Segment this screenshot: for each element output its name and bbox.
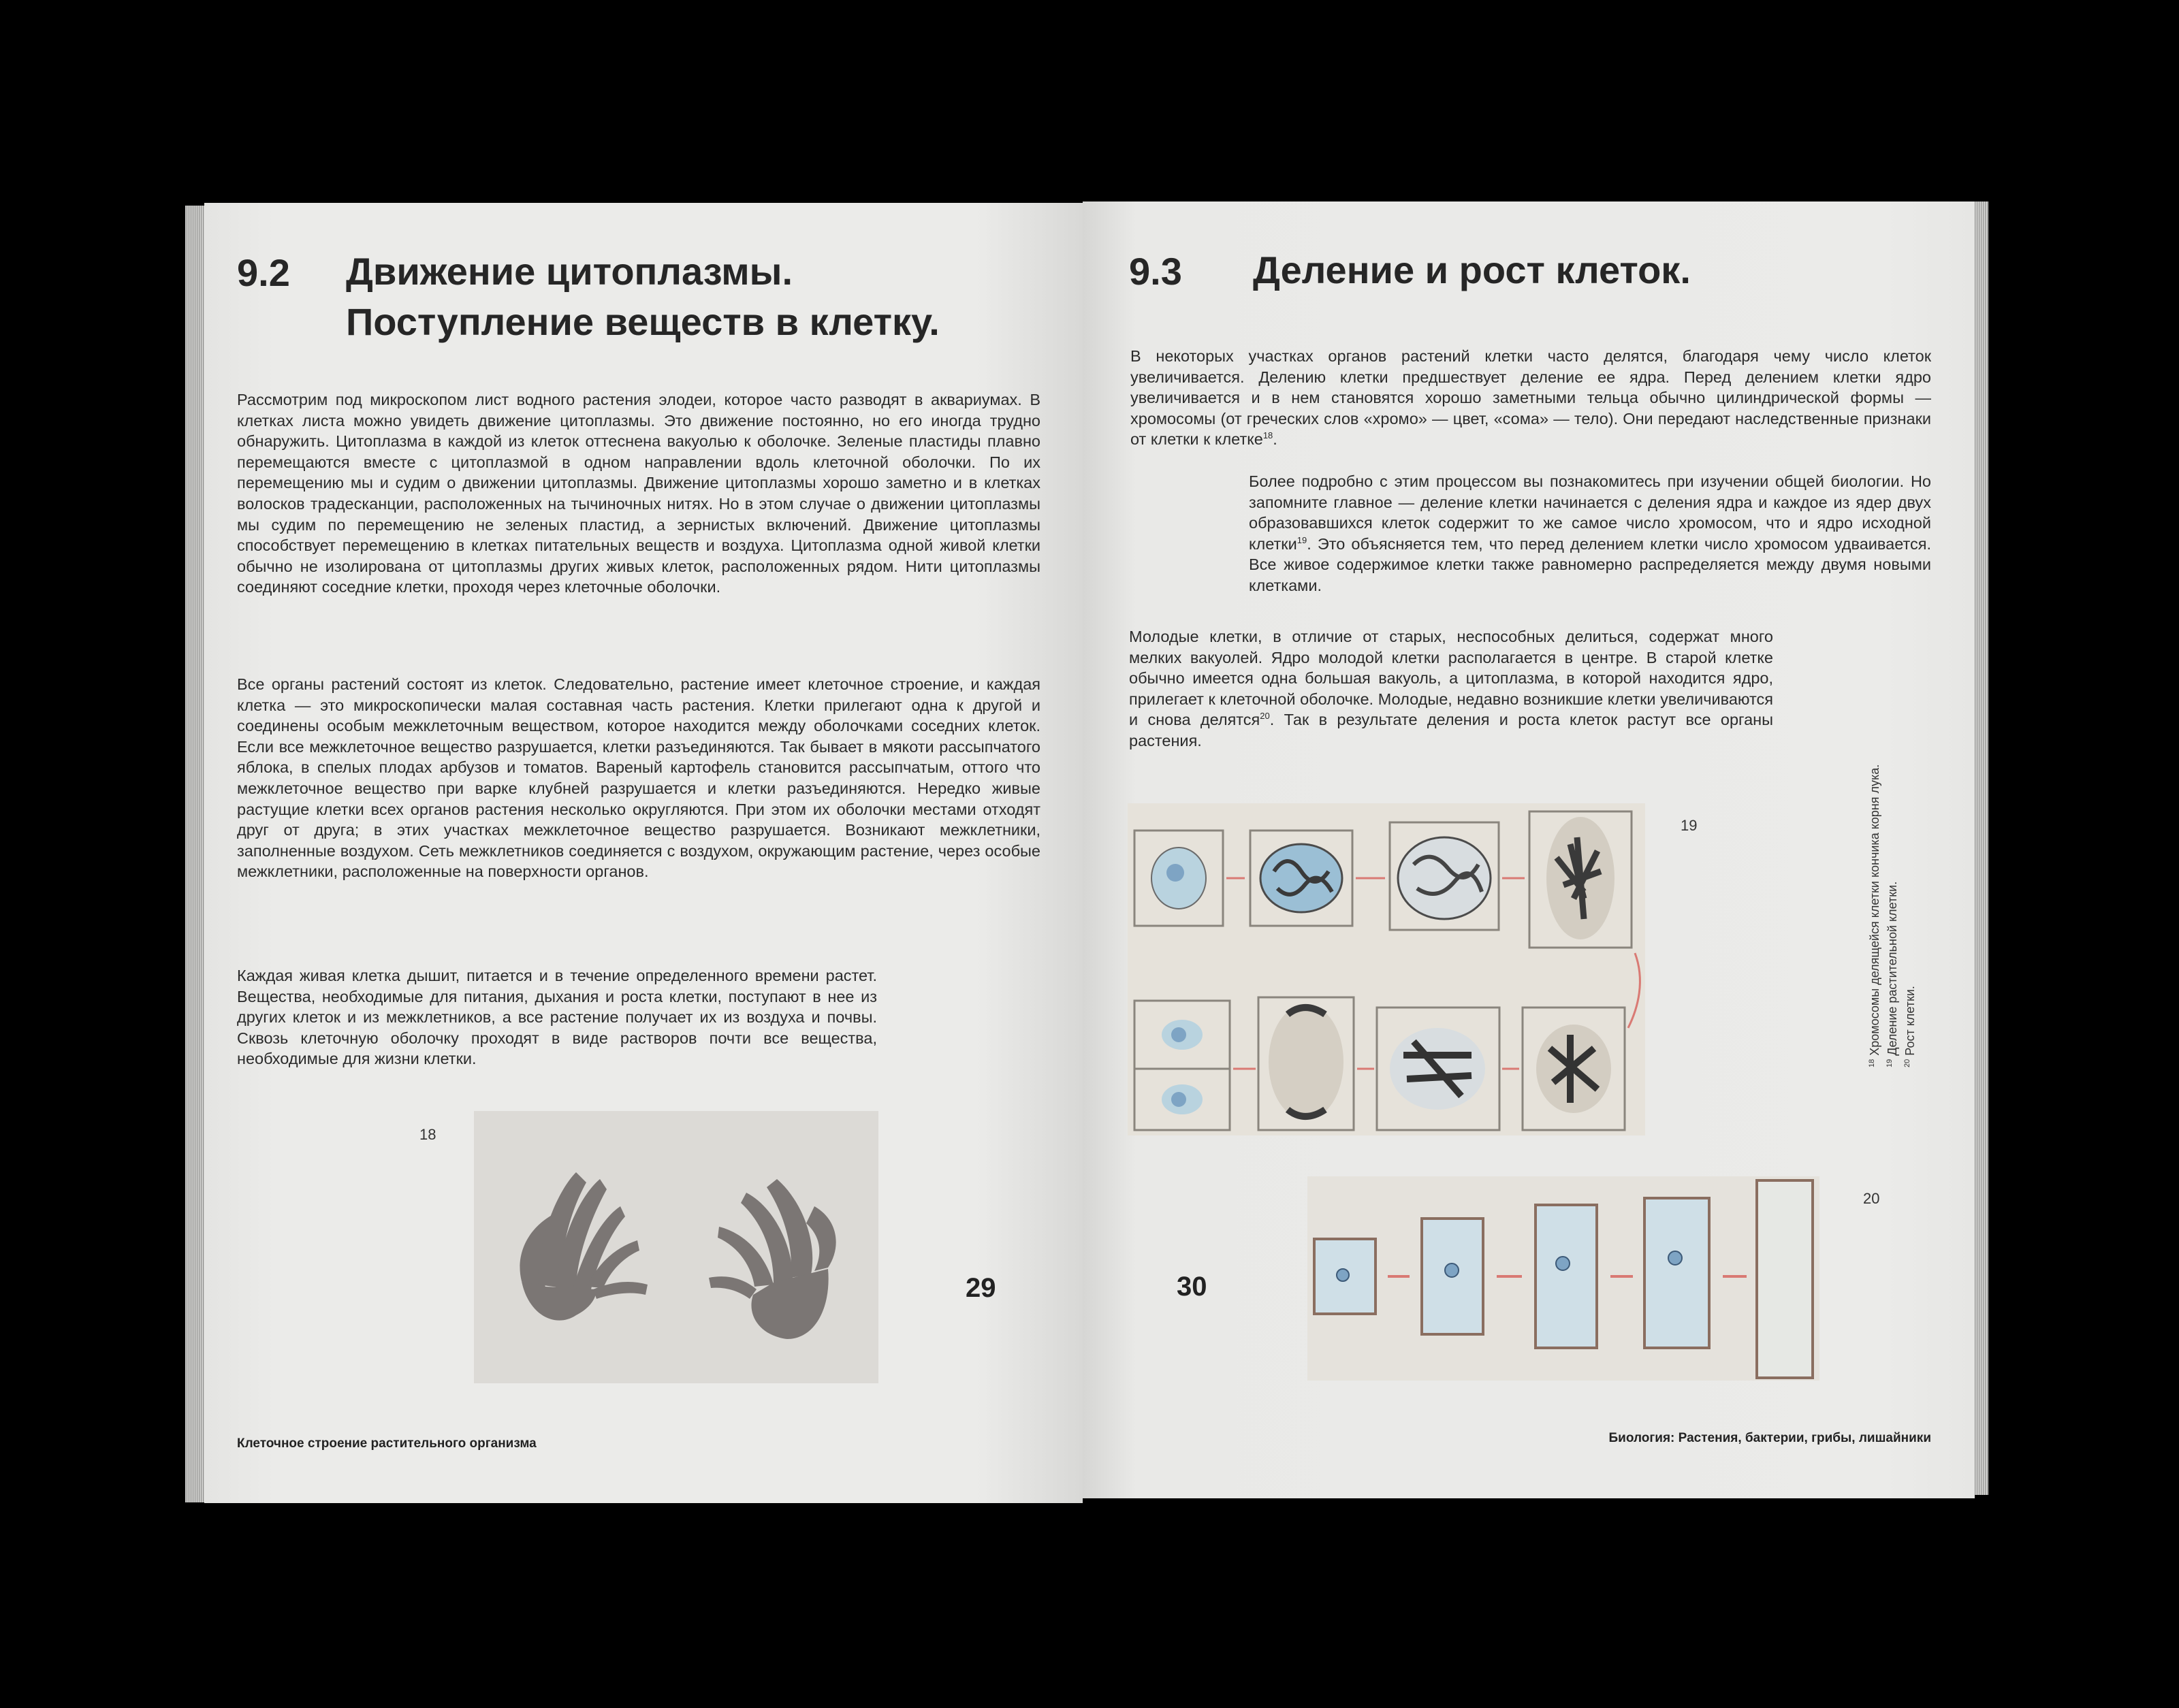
figure-caption-18 (1866, 764, 1883, 1067)
paragraph-text: Все органы растений состоят из клеток. Следовательно, растение имеет клеточное строение, и каждая клетка — это микроскопически малая составная часть растения. Клетки прилегают одна к другой и соединены особым межклеточным веществом, которое находится между оболочками соседних клеток. Если все межклеточное вещество разрушается, клетки разъединяются. Так бывает в мякоти рассыпчатого яблока, в спелых плодах арбузов и томатов. Вареный картофель становится рассыпчатым, оттого что межклеточное вещество при варке клубней разрушается и клетки разъединяются. Нередко живые растущие клетки всех органов растения несколько округляются. При этом их оболочки местами отходят друг от друга; в этих участках межклеточное вещество разрушается. Возникают межклетники, заполненные воздухом. Сеть межклетников соединяется с воздухом, окружающим растение, через особые межклетники, расположенные на поверхности органов. (237, 675, 1040, 881)
figure-chromosomes (474, 1111, 878, 1383)
caption-text: Рост клетки. (1903, 986, 1917, 1056)
figure-cell-growth (1307, 1176, 1819, 1381)
figure-number: 18 (419, 1126, 436, 1143)
page-number: 29 (966, 1273, 996, 1303)
caption-ref: 20 (1903, 1059, 1911, 1067)
title-line-1: Движение цитоплазмы. (346, 250, 793, 293)
paragraph-end: . (1273, 430, 1277, 449)
paragraph-text: Каждая живая клетка дышит, питается и в течение определенного времени растет. Вещества, необходимые для питания, дыхания и роста клетки, поступают в нее из других клеток и из межклетников, а все растение получает их из воздуха и почвы. Сквозь клеточную оболочку проходят в виде растворов почти все вещества, необходимые для жизни клетки. (237, 967, 877, 1068)
paragraph-division (1130, 346, 1931, 450)
paragraph-cells (237, 674, 1040, 882)
paragraph-text: Молодые клетки, в отличие от старых, неспособных делиться, содержат много мелких вакуолей. Ядро молодой клетки располагается в центре. В старой клетке обычно имеется одна большая вакуоль, а цитоплазма, в которой находится ядро, прилегает к клеточной оболочке. Молодые, недавно возникшие клетки увеличиваются и снова делятся (1129, 628, 1773, 729)
right-page (1083, 202, 1975, 1498)
paragraph-biology (1249, 471, 1931, 596)
right-page-edges (1973, 202, 1988, 1495)
caption-ref: 19 (1886, 1059, 1894, 1067)
figure-caption-20 (1901, 986, 1919, 1067)
paragraph-young-cells (1129, 626, 1773, 752)
page-footer: Клеточное строение растительного организма (237, 1436, 537, 1451)
page-footer: Биология: Растения, бактерии, грибы, лишайники (1608, 1431, 1931, 1445)
caption-text: Хромосомы делящейся клетки кончика корня лука. (1868, 764, 1881, 1056)
paragraph-nutrition (237, 965, 877, 1069)
figure-number-20: 20 (1863, 1190, 1880, 1207)
figure-caption-19 (1883, 882, 1901, 1067)
paragraph-text: участках органов растений клетки часто делятся, благодаря чему число клеток увеличивается. Делению клетки предшествует деление ее ядра. Перед делением клетки ядро увеличивается и в нем становятся хорошо заметными тельца обычно цилиндрической формы — хромосомы (от греческих слов «хромо» — цвет, «сома» — тело). Они передают наследственные признаки от клетки к клетке (1130, 347, 1932, 449)
cell-division-illustration (1128, 803, 1645, 1135)
paragraph-lead: В некоторых (1130, 347, 1234, 365)
chromosomes-illustration (474, 1111, 878, 1383)
left-page (204, 203, 1083, 1503)
footnote-ref: 19 (1297, 534, 1307, 545)
paragraph-text: Рассмотрим под микроскопом лист водного растения элодеи, которое часто разводят в аквариумах. В клетках листа можно увидеть движение цитоплазмы. Это движение постоянно, но его иногда трудно обнаружить. Цитоплазма в каждой из клеток оттеснена вакуолью к оболочке. Зеленые пластиды плавно перемещаются вместе с цитоплазмой в одном направлении вдоль клеточной оболочки. По их перемещению мы и судим о движении цитоплазмы. Движение цитоплазмы хорошо заметно и в клетках волосков традесканции, расположенных на тычиночных нитях. Но в этом случае о движении цитоплазмы мы судим по перемещению не зеленых пластид, а зернистых включений. Движение цитоплазмы способствует перемещению в клетках питательных веществ и воздуха. Цитоплазма одной живой клетки обычно не изолирована от цитоплазмы других живых клеток, расположенных рядом. Нити цитоплазмы соединяют соседние клетки, проходя через клеточные оболочки. (237, 391, 1040, 596)
left-page-edges (185, 206, 206, 1502)
paragraph-text: Более подробно с этим процессом вы познакомитесь при изучении общей биологии. Но запомните главное — деление клетки начинается с деления ядра и каждое из ядер двух образовавшихся клеток содержит то же самое число хромосом, что и ядро исходной клетки (1249, 472, 1931, 553)
title-line-2: Поступление веществ в клетку. (346, 300, 940, 343)
caption-ref: 18 (1868, 1059, 1876, 1067)
paragraph-cytoplasm (237, 389, 1040, 598)
paragraph-text: . Так в результате деления и роста клеток растут все органы растения. (1129, 711, 1774, 750)
page-number: 30 (1177, 1272, 1207, 1302)
section-number: 9.2 (237, 251, 290, 294)
paragraph-text: . Это объясняется тем, что перед делением клетки число хромосом удваивается. Все живое содержимое клетки также равномерно распределяется между двумя новыми клетками. (1249, 534, 1931, 594)
section-number: 9.3 (1129, 250, 1182, 293)
footnote-ref: 20 (1260, 711, 1270, 722)
caption-text: Деление растительной клетки. (1886, 881, 1899, 1056)
figure-cell-division (1128, 803, 1645, 1135)
section-title: Деление и рост клеток. (1253, 248, 1691, 291)
cell-growth-illustration (1307, 1176, 1819, 1381)
footnote-ref: 18 (1262, 430, 1273, 441)
section-title (346, 246, 940, 347)
figure-number-19: 19 (1681, 817, 1698, 834)
